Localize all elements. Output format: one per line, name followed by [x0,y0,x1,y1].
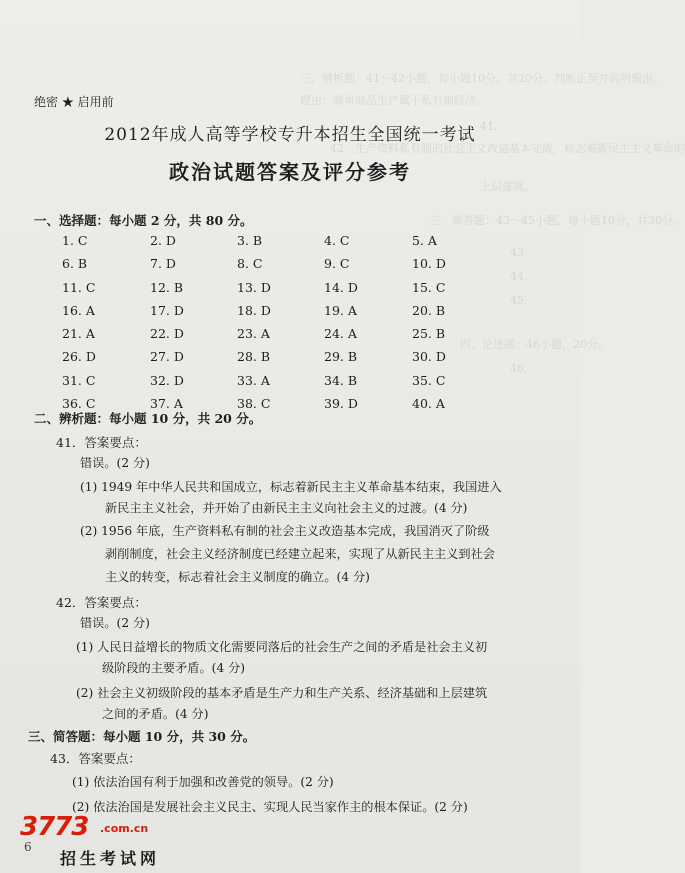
answer-cell: 28. B [237,349,271,365]
document-subtitle: 政治试题答案及评分参考 [169,160,411,184]
logo-number: 3773 [20,812,89,842]
q43-point-2: (2) 依法治国是发展社会主义民主、实现人民当家作主的根本保证。(2 分) [72,800,468,814]
answer-cell: 17. D [150,302,184,318]
answer-cell: 10. D [412,256,446,272]
answer-cell: 3. B [237,233,263,248]
answer-cell: 24. A [324,326,357,342]
answer-cell: 34. B [324,372,358,388]
question-42-heading: 42．答案要点： [56,595,147,610]
answer-row [62,326,502,349]
answer-cell: 40. A [412,396,445,412]
bleed-through-line: 三、辨析题：41～42小题，每小题10分，共20分。判断正误并说明理由。 [300,72,664,85]
answer-row [62,233,502,256]
section-heading-choice: 一、选择题：每小题 2 分，共 80 分。 [34,213,253,228]
answer-cell: 26. D [62,349,96,365]
answer-cell: 33. A [237,372,270,388]
q42-point-1: (1) 人民日益增长的物质文化需要同落后的社会生产之间的矛盾是社会主义初 [76,640,488,654]
q41-point-2: (2) 1956 年底，生产资料私有制的社会主义改造基本完成，我国消灭了阶级 [80,524,490,538]
answer-cell: 27. D [150,349,184,365]
q43-point-1: (1) 依法治国有利于加强和改善党的领导。(2 分) [72,775,334,789]
bleed-through-line: 三、简答题：43～45小题，每小题10分，共30分。 [430,214,684,227]
answer-cell: 20. B [412,302,446,318]
page-number: 6 [24,840,32,854]
answer-cell: 30. D [412,349,446,365]
answer-cell: 7. D [150,256,176,272]
answer-cell: 9. C [324,256,350,272]
answer-cell: 39. D [324,396,358,412]
answer-cell: 5. A [412,233,437,248]
answer-cell: 1. C [62,233,88,248]
answer-cell: 8. C [237,256,263,272]
q41-point-1: (1) 1949 年中华人民共和国成立，标志着新民主主义革命基本结束，我国进入 [80,480,502,494]
answer-row [62,349,502,372]
section-heading-short-answer: 三、简答题：每小题 10 分，共 30 分。 [28,729,256,744]
answer-cell: 38. C [237,396,271,412]
answer-cell: 12. B [150,279,184,295]
answer-cell: 15. C [412,279,446,295]
answer-cell: 35. C [412,372,446,388]
bleed-through-line: 理由：简单商品生产属于私有制经济。 [300,94,487,107]
answer-cell: 31. C [62,372,96,388]
answer-cell: 29. B [324,349,358,365]
answer-cell: 4. C [324,233,350,248]
bleed-through-line: 41． [480,120,505,133]
bleed-through-line: 43． [510,246,535,259]
bleed-through-line: 42．生产资料私有制的社会主义改造基本完成，标志着新民主主义革命的 [330,142,685,155]
logo-domain: .com.cn [100,822,149,835]
answer-row [62,373,502,396]
answer-cell: 16. A [62,302,95,318]
question-41-heading: 41．答案要点： [56,435,147,450]
q42-point-1-cont: 级阶段的主要矛盾。(4 分) [102,661,246,675]
q41-point-2-cont: 剥削制度，社会主义经济制度已经建立起来，实现了从新民主主义到社会 [105,547,495,561]
answer-row [62,303,502,326]
answer-cell: 6. B [62,256,88,272]
bleed-through-line: 44． [510,270,535,283]
answer-cell: 22. D [150,326,184,342]
answer-grid [62,233,502,419]
question-43-heading: 43．答案要点： [50,751,141,766]
q41-point-2-cont: 主义的转变，标志着社会主义制度的确立。(4 分) [105,570,370,584]
answer-cell: 14. D [324,279,358,295]
q41-verdict: 错误。(2 分) [80,456,150,470]
bleed-through-line: 上层建筑。 [480,180,535,193]
answer-cell: 21. A [62,326,95,342]
q42-point-2: (2) 社会主义初级阶段的基本矛盾是生产力和生产关系、经济基础和上层建筑 [76,686,488,700]
answer-cell: 36. C [62,396,96,412]
answer-cell: 37. A [150,396,183,412]
confidential-label: 绝密 ★ 启用前 [34,95,114,109]
q42-verdict: 错误。(2 分) [80,616,150,630]
answer-cell: 32. D [150,372,184,388]
site-watermark-logo [20,812,220,872]
q42-point-2-cont: 之间的矛盾。(4 分) [102,707,209,721]
answer-row [62,280,502,303]
answer-cell: 19. A [324,302,357,318]
answer-cell: 18. D [237,302,271,318]
answer-cell: 13. D [237,279,271,295]
section-heading-analysis: 二、辨析题：每小题 10 分，共 20 分。 [34,411,262,426]
logo-site-name: 招生考试网 [60,849,161,868]
answer-cell: 2. D [150,233,176,248]
answer-cell: 23. A [237,326,270,342]
answer-row [62,256,502,279]
answer-cell: 11. C [62,279,96,295]
bleed-through-line: 四、论述题：46小题，20分。 [460,338,609,351]
bleed-through-line: 46． [510,362,535,375]
bleed-through-line: 45． [510,294,535,307]
exam-title: 2012年成人高等学校专升本招生全国统一考试 [104,125,476,145]
q41-point-1-cont: 新民主主义社会，并开始了由新民主主义向社会主义的过渡。(4 分) [105,501,468,515]
answer-cell: 25. B [412,326,446,342]
